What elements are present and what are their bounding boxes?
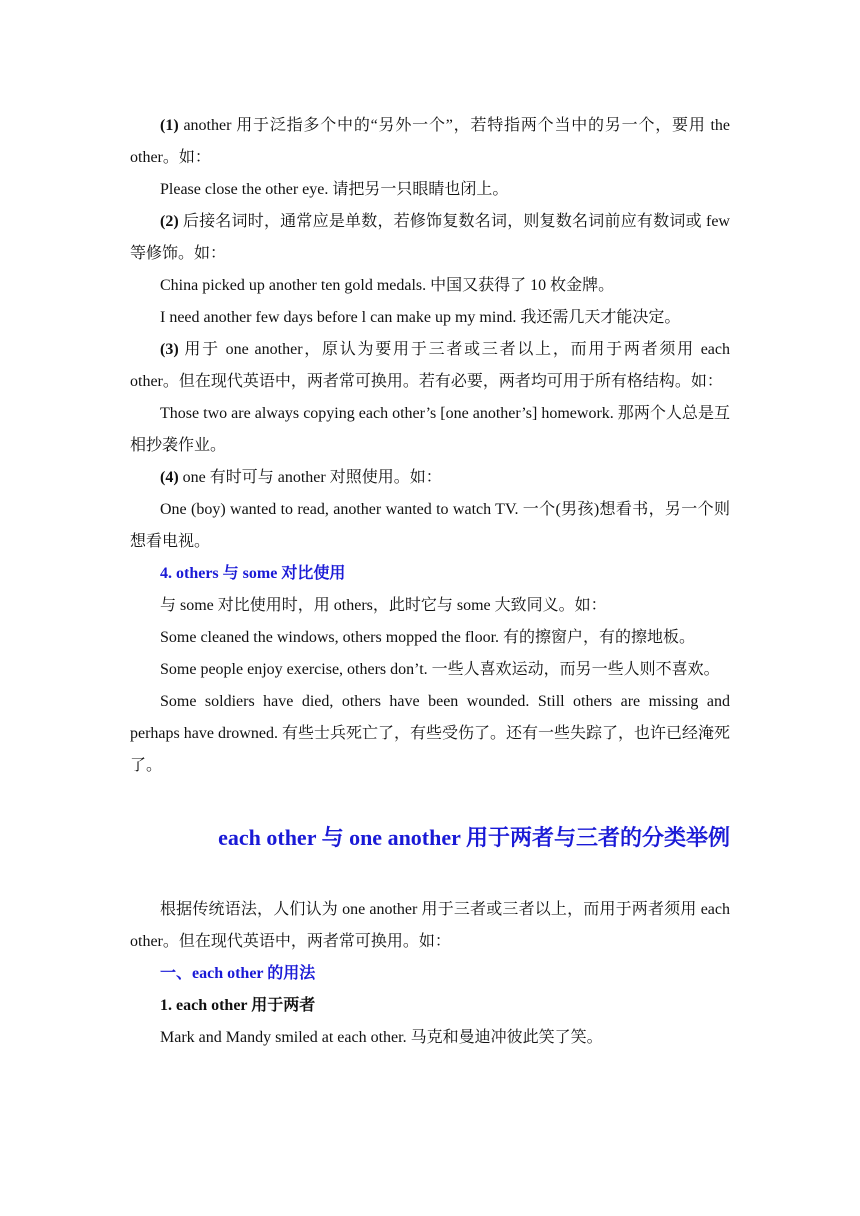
paragraph-text: 后接名词时，通常应是单数，若修饰复数名词，则复数名词前应有数词或 few 等修饰。如： (130, 213, 730, 262)
paragraph-1 (130, 110, 730, 174)
item-number: (1) (160, 117, 179, 134)
example-sentence: Those two are always copying each other’s [one another’s] homework. 那两个人总是互相抄袭作业。 (130, 405, 730, 454)
article-heading: each other 与 one another 用于两者与三者的分类举例 (218, 825, 730, 850)
example-sentence: One (boy) wanted to read, another wanted to watch TV. 一个(男孩)想看书，另一个则想看电视。 (130, 501, 730, 550)
example-sentence: China picked up another ten gold medals. 中国又获得了 10 枚金牌。 (160, 277, 615, 294)
example-sentence: Some soldiers have died, others have been wounded. Still others are missing and perhaps have drowned. 有些士兵死亡了，有些受伤了。还有一些失踪了，也许已经淹死了。 (130, 693, 730, 774)
paragraph-text: 用于 one another，原认为要用于三者或三者以上，而用于两者须用 each other。但在现代英语中，两者常可换用。若有必要，两者均可用于所有格结构。如： (130, 341, 730, 390)
example-sentence: Please close the other eye. 请把另一只眼睛也闭上。 (160, 181, 509, 198)
example-sentence: Mark and Mandy smiled at each other. 马克和曼迪冲彼此笑了笑。 (160, 1029, 603, 1046)
item-number: (4) (160, 469, 179, 486)
item-number: (3) (160, 341, 179, 358)
paragraph-4 (130, 462, 730, 494)
example-sentence: Some people enjoy exercise, others don’t. 一些人喜欢运动，而另一些人则不喜欢。 (160, 661, 720, 678)
paragraph-2 (130, 206, 730, 270)
section-intro: 根据传统语法，人们认为 one another 用于三者或三者以上，而用于两者须用 each other。但在现代英语中，两者常可换用。如： (130, 901, 730, 950)
paragraph-3 (130, 334, 730, 398)
section-title: 4. others 与 some 对比使用 (160, 565, 346, 582)
paragraph-text: one 有时可与 another 对照使用。如： (178, 469, 442, 486)
paragraph-text: another 用于泛指多个中的“另外一个”，若特指两个当中的另一个，要用 the other。如： (130, 117, 730, 166)
item-number: (2) (160, 213, 179, 230)
section-intro: 与 some 对比使用时，用 others，此时它与 some 大致同义。如： (160, 597, 607, 614)
example-sentence: I need another few days before l can make up my mind. 我还需几天才能决定。 (160, 309, 681, 326)
subsection-title: 一、each other 的用法 (160, 965, 316, 982)
example-sentence: Some cleaned the windows, others mopped the floor. 有的擦窗户，有的擦地板。 (160, 629, 696, 646)
subsection-subtitle: 1. each other 用于两者 (160, 997, 316, 1014)
